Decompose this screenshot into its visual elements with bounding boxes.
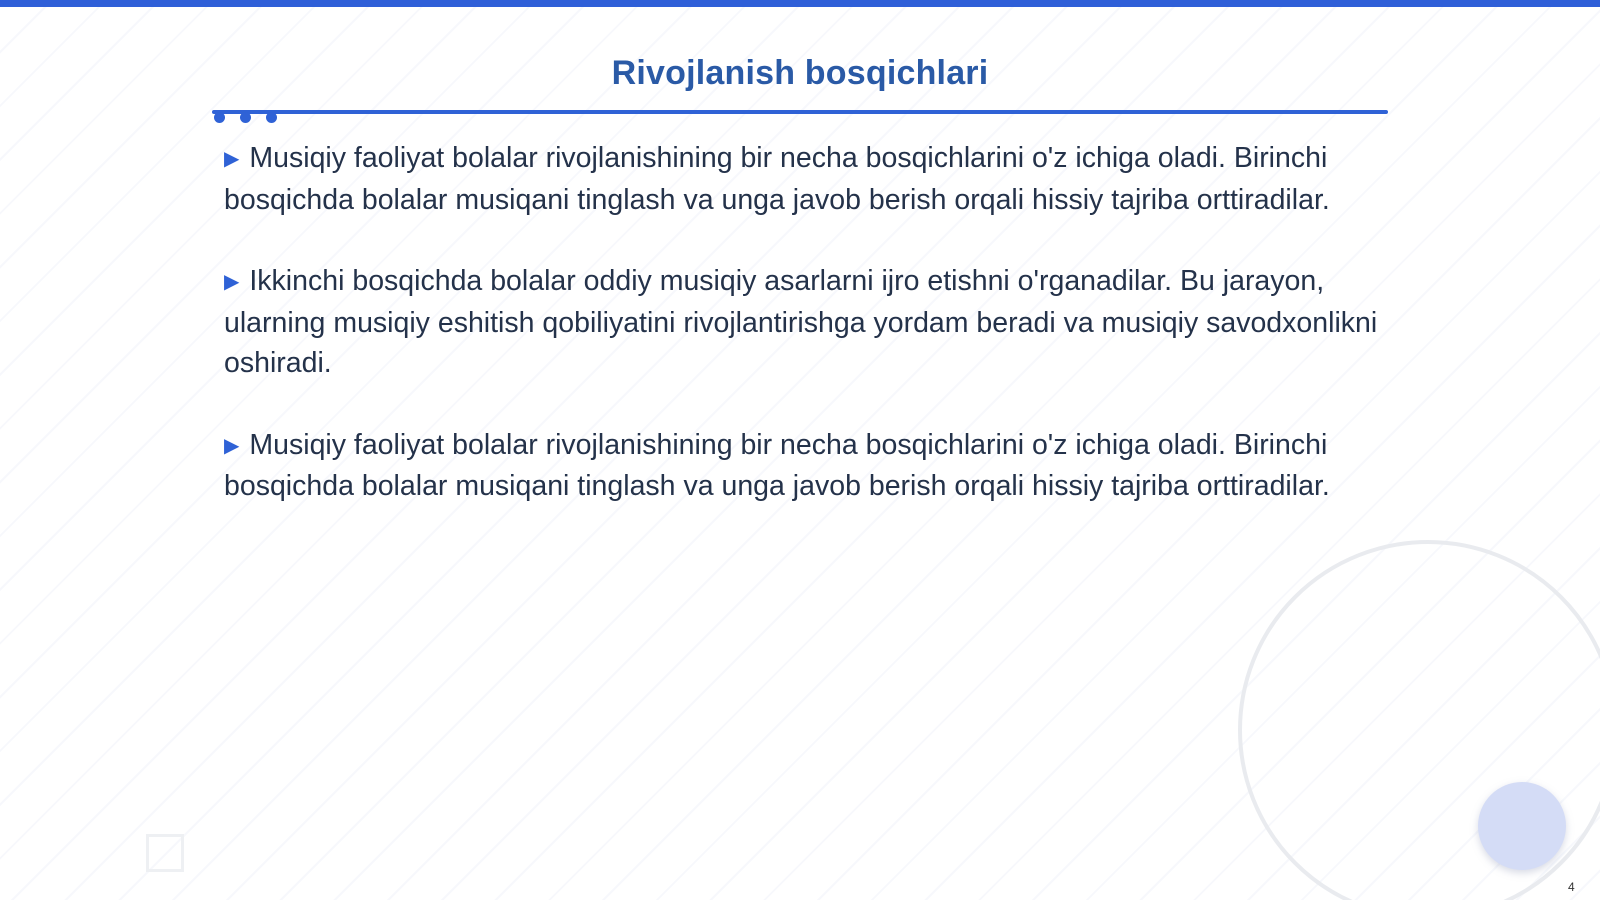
triangle-right-icon: ▶: [224, 434, 240, 457]
bullet-list: [224, 138, 1384, 548]
title-underline: [212, 110, 1388, 114]
top-accent-bar: [0, 0, 1600, 7]
rule-dot-icon: [214, 112, 225, 123]
list-item: [224, 138, 1384, 220]
page-number: 4: [1568, 880, 1575, 894]
paragraph-text: Musiqiy faoliyat bolalar rivojlanishining bir necha bosqichlarini o'z ichiga oladi. Birinchi bosqichda bolalar musiqani tinglash va unga javob berish orqali hissiy tajriba orttiradilar.: [224, 428, 1330, 502]
paragraph-text: Ikkinchi bosqichda bolalar oddiy musiqiy asarlarni ijro etishni o'rganadilar. Bu jarayon, ularning musiqiy eshitish qobiliyatini rivojlantirishga yordam beradi va musiqiy savodxonlikni oshiradi.: [224, 265, 1378, 379]
list-item: [224, 425, 1384, 507]
decorative-square: [146, 834, 184, 872]
rule-dot-icon: [266, 112, 277, 123]
triangle-right-icon: ▶: [224, 148, 240, 170]
slide-title: Rivojlanish bosqichlari: [611, 54, 989, 92]
triangle-right-icon: ▶: [224, 271, 240, 293]
paragraph-text: Musiqiy faoliyat bolalar rivojlanishining bir necha bosqichlarini o'z ichiga oladi. Birinchi bosqichda bolalar musiqani tinglash va unga javob berish orqali hissiy tajriba orttiradilar.: [224, 142, 1330, 216]
rule-dot-icon: [240, 112, 251, 123]
list-item: [224, 261, 1384, 384]
decorative-dot: [1478, 782, 1566, 870]
